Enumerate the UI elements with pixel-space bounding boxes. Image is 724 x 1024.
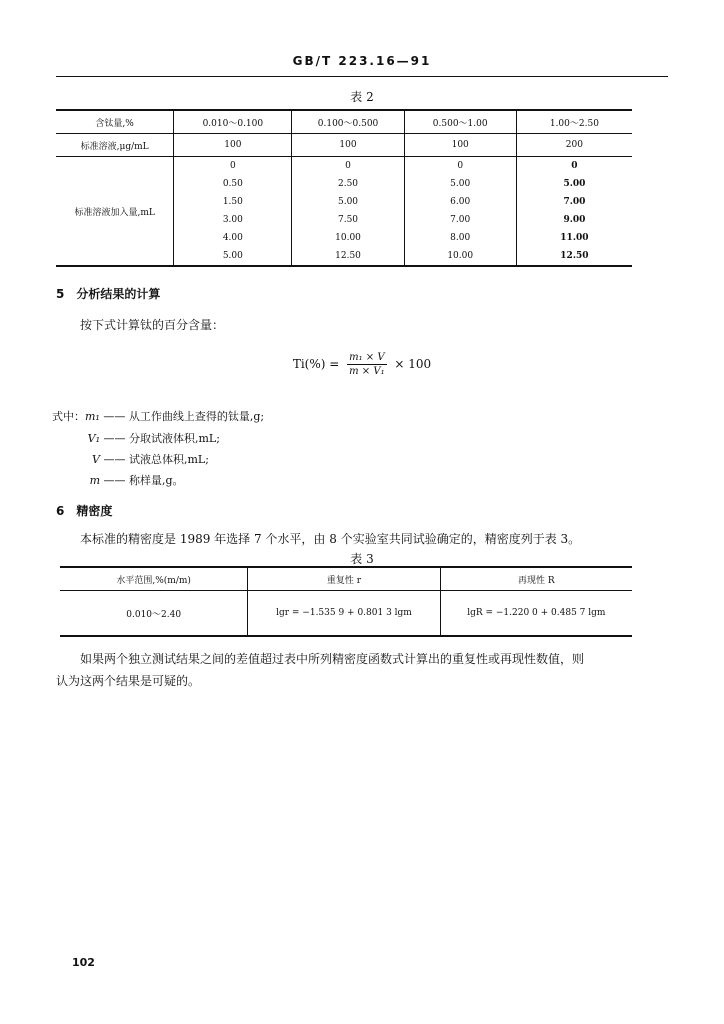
table3-header-range: 水平范围,%(m/m): [60, 567, 248, 591]
header-rule: [56, 76, 668, 77]
table2-cell: 6.00: [404, 193, 516, 211]
table3-cell-reproducibility: lgR = −1.220 0 + 0.485 7 lgm: [440, 591, 632, 637]
table-3: [60, 566, 632, 637]
table2-std-label: 标准溶液,μg/mL: [56, 134, 174, 157]
section-5-heading: 5 分析结果的计算: [56, 287, 161, 301]
table2-cell: 9.00: [563, 215, 586, 225]
table2-range-1: 0.010～0.100: [174, 110, 292, 134]
table2-range-2: 0.100～0.500: [292, 110, 404, 134]
section-6-intro: 本标准的精密度是 1989 年选择 7 个水平，由 8 个实验室共同试验确定的，精密度列于表 3。: [80, 532, 581, 546]
table2-cell: 7.50: [292, 211, 404, 229]
legend-symbol: V₁: [87, 432, 100, 445]
document-code: GB/T 223.16—91: [292, 54, 432, 68]
table2-cell: 5.00: [292, 193, 404, 211]
table2-range-3: 0.500～1.00: [404, 110, 516, 134]
legend-line-2: [30, 430, 220, 446]
table2-add-label: 标准溶液加入量,mL: [56, 157, 174, 267]
table2-cell: 5.00: [174, 247, 292, 266]
table-2: [56, 109, 632, 267]
formula-numerator: m₁ × V: [349, 352, 385, 363]
table2-std-2: 100: [292, 134, 404, 157]
table2-caption: 表 2: [350, 90, 374, 104]
table2-cell: 7.00: [404, 211, 516, 229]
formula: [0, 352, 724, 377]
table2-cell: 2.50: [292, 175, 404, 193]
table2-std-1: 100: [174, 134, 292, 157]
table2-range-4: 1.00～2.50: [516, 110, 632, 134]
table2-cell: 5.00: [404, 175, 516, 193]
table2-cell: 10.00: [292, 229, 404, 247]
table2-cell: 0: [404, 157, 516, 176]
table2-cell: 11.00: [560, 233, 589, 243]
table2-cell: 0: [571, 161, 578, 171]
table3-cell-range: 0.010～2.40: [60, 591, 248, 637]
table2-cell: 12.50: [292, 247, 404, 266]
table2-cell: 3.00: [174, 211, 292, 229]
table2-cell: 0: [292, 157, 404, 176]
legend-line-3: [30, 451, 209, 467]
legend-symbol: m₁: [85, 410, 100, 423]
closing-line-2: 认为这两个结果是可疑的。: [56, 674, 201, 688]
legend-text: —— 从工作曲线上查得的钛量,g;: [103, 410, 265, 423]
table2-cell: 10.00: [404, 247, 516, 266]
table2-std-3: 100: [404, 134, 516, 157]
legend-line-1: [52, 408, 264, 424]
table2-std-4: 200: [516, 134, 632, 157]
table2-cell: 7.00: [563, 197, 586, 207]
section-5-intro: 按下式计算钛的百分含量：: [80, 318, 225, 332]
formula-denominator: m × V₁: [349, 366, 385, 377]
closing-line-1: 如果两个独立测试结果之间的差值超过表中所列精密度函数式计算出的重复性或再现性数值，则: [80, 652, 585, 666]
table3-caption: 表 3: [350, 552, 374, 566]
table3-header-reproducibility: 再现性 R: [440, 567, 632, 591]
table2-cell: 4.00: [174, 229, 292, 247]
table3-cell-repeatability: lgr = −1.535 9 + 0.801 3 lgm: [248, 591, 440, 637]
legend-line-4: [30, 472, 184, 488]
table3-header-repeatability: 重复性 r: [248, 567, 440, 591]
legend-symbol: V: [92, 453, 100, 466]
table2-cell: 0: [174, 157, 292, 176]
page-number: 102: [72, 956, 95, 969]
formula-lhs: Ti(%) =: [292, 357, 340, 371]
legend-symbol: m: [89, 474, 100, 487]
legend-text: —— 试液总体积,mL;: [103, 453, 209, 466]
legend-prefix: 式中：: [52, 410, 85, 423]
formula-fraction: [347, 352, 386, 377]
table2-cell: 8.00: [404, 229, 516, 247]
table2-cell: 1.50: [174, 193, 292, 211]
table2-cell: 5.00: [563, 179, 586, 189]
table2-cell: 12.50: [516, 247, 632, 266]
formula-rhs: × 100: [394, 357, 432, 371]
table2-cell: 0.50: [174, 175, 292, 193]
legend-text: —— 分取试液体积,mL;: [103, 432, 220, 445]
table2-header-content: 含钛量,%: [56, 110, 174, 134]
legend-text: —— 称样量,g。: [103, 474, 184, 487]
section-6-heading: 6 精密度: [56, 504, 113, 518]
